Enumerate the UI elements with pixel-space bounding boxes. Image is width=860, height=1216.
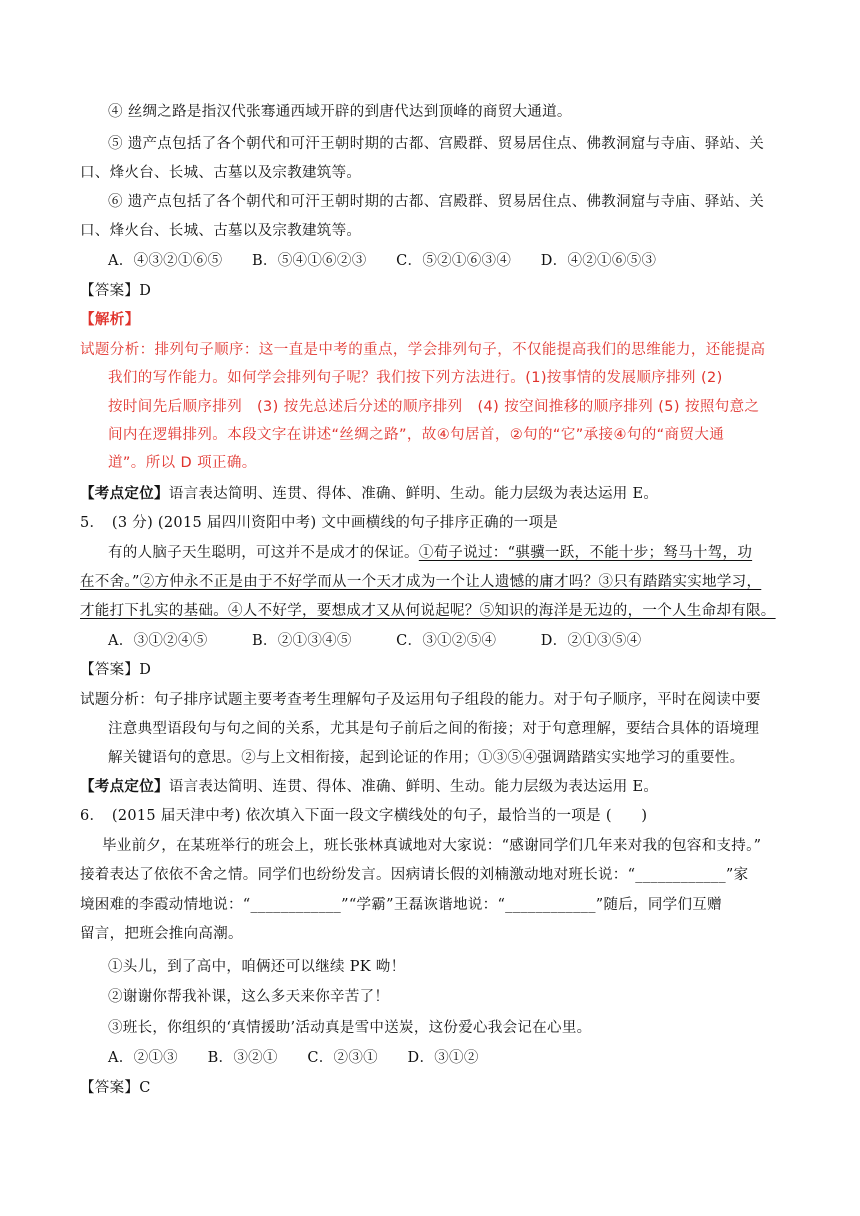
q5-passage-line1 xyxy=(108,543,752,563)
q5-kaodian xyxy=(80,777,658,797)
q6-passage-line4: 留言，把班会推向高潮。 xyxy=(80,926,243,942)
q5-passage-line2: 在不舍。”②方仲永不正是由于不好学而从一个天才成为一个让人遗憾的庸才吗？③只有踏踏实实地学习， xyxy=(80,574,762,590)
q6-passage-line1: 毕业前夕，在某班举行的班会上，班长张林真诚地对大家说：“感谢同学们几年来对我的包容和支持。” xyxy=(102,838,762,854)
q4-analysis-line: 按时间先后顺序排列 (3) 按先总述后分述的顺序排列 (4) 按空间推移的顺序排列 (5) 按照句意之 xyxy=(108,399,760,415)
q6-options: A．②①③ B．③②① C．②③① D．③①② xyxy=(108,1050,479,1066)
q4-sentence-5-line1: ⑤ 遗产点包括了各个朝代和可汗王朝时期的古都、宫殿群、贸易居住点、佛教洞窟与寺庙、驿站、关 xyxy=(108,136,765,152)
kaodian-label: 【考点定位】 xyxy=(80,485,169,502)
q4-sentence-6-line2: 口、烽火台、长城、古墓以及宗教建筑等。 xyxy=(80,223,362,239)
q5-answer: 【答案】D xyxy=(80,662,152,678)
q5-analysis-line: 注意典型语段句与句之间的关系，尤其是句子前后之间的衔接；对于句意理解，要结合具体的语境理 xyxy=(108,721,760,737)
kaodian-text: 语言表达简明、连贯、得体、准确、鲜明、生动。能力层级为表达运用 E。 xyxy=(168,779,659,795)
kaodian-text: 语言表达简明、连贯、得体、准确、鲜明、生动。能力层级为表达运用 E。 xyxy=(168,486,659,502)
q5-options: A．③①②④⑤ B．②①③④⑤ C．③①②⑤④ D．②①③⑤④ xyxy=(108,633,642,649)
q6-choice-3: ③班长，你组织的‘真情援助’活动真是雪中送炭，这份爱心我会记在心里。 xyxy=(108,1020,592,1036)
q5-stem: 5． (3 分) (2015 届四川资阳中考) 文中画横线的句子排序正确的一项是 xyxy=(80,515,559,531)
q6-passage-line3: 境困难的李霞动情地说：“____________”“学霸”王磊诙谐地说：“____________”随后，同学们互赠 xyxy=(80,897,722,913)
q6-choice-1: ①头儿，到了高中，咱俩还可以继续 PK 呦！ xyxy=(108,959,406,975)
kaodian-label: 【考点定位】 xyxy=(80,778,169,795)
q4-analysis-line: 间内在逻辑排列。本段文字在讲述“丝绸之路”，故④句居首，②句的“它”承接④句的“商贸大通 xyxy=(108,427,725,443)
q4-sentence-5-line2: 口、烽火台、长城、古墓以及宗教建筑等。 xyxy=(80,165,362,181)
q4-analysis-line: 道”。所以 D 项正确。 xyxy=(108,455,257,471)
q5-passage-line3: 才能打下扎实的基础。④人不好学，要想成才又从何说起呢？⑤知识的海洋是无边的，一个人生命却有限。 xyxy=(80,603,776,619)
q4-analysis-line: 我们的写作能力。如何学会排列句子呢？我们按下列方法进行。(1)按事情的发展顺序排列 (2) xyxy=(108,370,723,386)
q4-analysis-heading: 【解析】 xyxy=(80,312,140,328)
q5-analysis-line: 试题分析：句子排序试题主要考查考生理解句子及运用句子组段的能力。对于句子顺序，平时在阅读中要 xyxy=(80,692,761,708)
q4-answer: 【答案】D xyxy=(80,283,152,299)
q6-passage-line2: 接着表达了依依不舍之情。同学们也纷纷发言。因病请长假的刘楠激动地对班长说：“____________”家 xyxy=(80,867,749,883)
q4-sentence-4: ④ 丝绸之路是指汉代张骞通西域开辟的到唐代达到顶峰的商贸大通道。 xyxy=(108,104,572,120)
q5-passage-plain: 有的人脑子天生聪明，可这并不是成才的保证。 xyxy=(108,545,419,561)
q6-answer: 【答案】C xyxy=(80,1080,151,1096)
q6-stem: 6． (2015 届天津中考) 依次填入下面一段文字横线处的句子，最恰当的一项是 ( ) xyxy=(80,808,648,824)
q6-choice-2: ②谢谢你帮我补课，这么多天来你辛苦了！ xyxy=(108,989,390,1005)
q4-options: A．④③②①⑥⑤ B．⑤④①⑥②③ C．⑤②①⑥③④ D．④②①⑥⑤③ xyxy=(108,253,657,269)
q5-passage-underlined: ①荀子说过：“骐骥一跃，不能十步；驽马十驾，功 xyxy=(418,545,753,561)
q4-kaodian xyxy=(80,484,658,504)
q4-sentence-6-line1: ⑥ 遗产点包括了各个朝代和可汗王朝时期的古都、宫殿群、贸易居住点、佛教洞窟与寺庙、驿站、关 xyxy=(108,194,765,210)
q4-analysis-line: 试题分析：排列句子顺序：这一直是中考的重点，学会排列句子，不仅能提高我们的思维能力，还能提高 xyxy=(80,342,766,358)
q5-analysis-line: 解关键语句的意思。②与上文相衔接，起到论证的作用；①③⑤④强调踏踏实实地学习的重要性。 xyxy=(108,750,745,766)
